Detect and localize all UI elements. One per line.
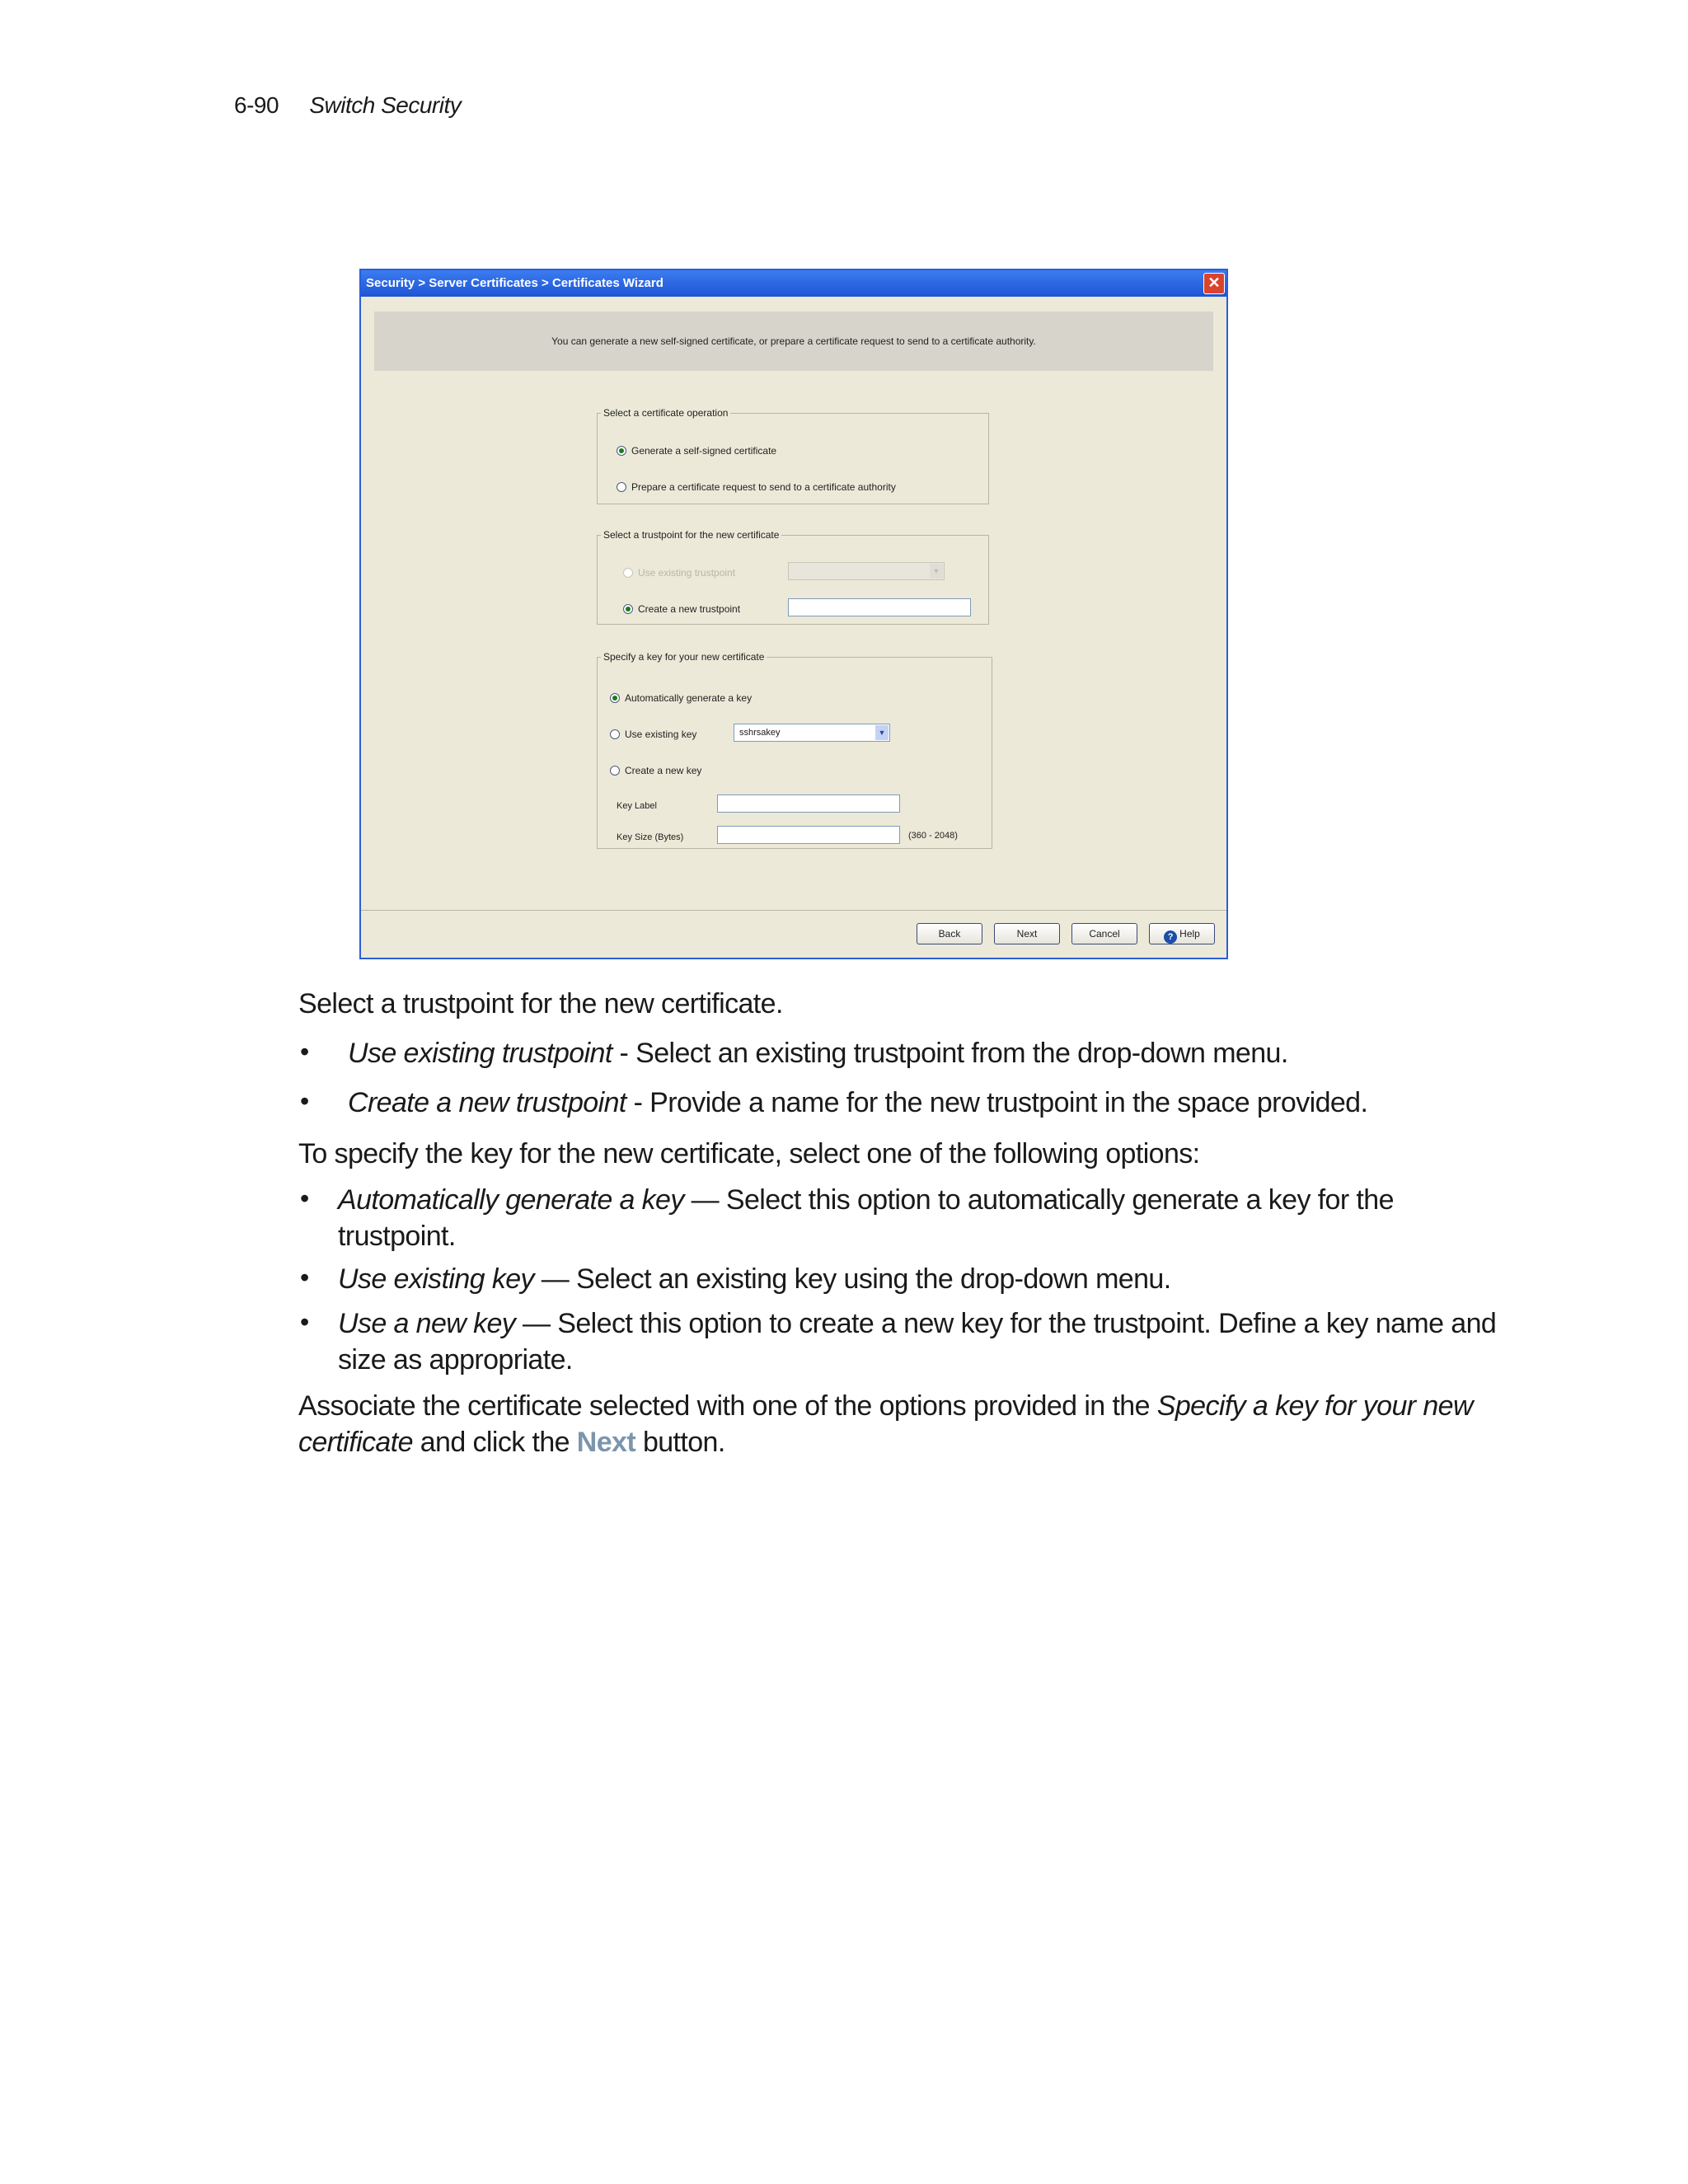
radio-label: Create a new key — [625, 765, 702, 776]
description: - Select an existing trustpoint from the drop-down menu. — [612, 1038, 1288, 1069]
key-bullet-auto — [338, 1182, 1394, 1218]
bullet-glyph: • — [300, 1307, 310, 1337]
certificates-wizard-dialog — [359, 269, 1228, 959]
next-button[interactable]: Next — [994, 923, 1060, 944]
radio-use-existing-trustpoint — [623, 567, 735, 579]
radio-selected-icon — [610, 693, 620, 703]
closing-emphasis: Specify a key for your new — [1156, 1390, 1473, 1422]
cancel-button[interactable]: Cancel — [1071, 923, 1137, 944]
closing-mid: and click the — [412, 1427, 577, 1458]
radio-icon — [617, 482, 626, 492]
info-banner: You can generate a new self-signed certificate, or prepare a certificate request to send to a certificate authority. — [374, 312, 1213, 371]
radio-label: Prepare a certificate request to send to a certificate authority — [631, 481, 896, 493]
term: Create a new trustpoint — [348, 1087, 626, 1118]
dialog-titlebar — [361, 270, 1226, 297]
key-bullet-new-cont: size as appropriate. — [338, 1344, 573, 1376]
section-title: Switch Security — [309, 92, 462, 118]
new-trustpoint-input[interactable] — [788, 598, 971, 616]
closing-line-2 — [298, 1424, 725, 1460]
chevron-down-icon: ▼ — [930, 564, 943, 579]
radio-use-existing-key[interactable] — [610, 729, 696, 740]
radio-disabled-icon — [623, 568, 633, 578]
footer-divider — [361, 910, 1226, 911]
bullet-glyph: • — [300, 1037, 310, 1066]
next-reference: Next — [576, 1427, 636, 1458]
help-label: Help — [1179, 928, 1200, 940]
help-icon: ? — [1164, 930, 1177, 944]
page-header — [234, 92, 461, 119]
radio-auto-generate-key[interactable] — [610, 692, 752, 704]
key-intro: To specify the key for the new certificate, select one of the following options: — [298, 1138, 1200, 1169]
existing-key-value: sshrsakey — [739, 728, 781, 738]
key-bullet-existing — [338, 1261, 1171, 1297]
radio-label: Use existing trustpoint — [638, 567, 736, 579]
closing-post: button. — [635, 1427, 725, 1458]
description: — Select this option to create a new key for the trustpoint. Define a key name and — [515, 1308, 1497, 1339]
chevron-down-icon: ▼ — [875, 725, 889, 740]
help-button[interactable] — [1149, 923, 1215, 944]
radio-create-new-key[interactable] — [610, 765, 701, 776]
closing-emphasis: certificate — [298, 1427, 413, 1458]
term: Use a new key — [338, 1308, 516, 1339]
tp-bullet-create — [348, 1085, 1367, 1121]
trustpoint-intro: Select a trustpoint for the new certificate. — [298, 988, 783, 1019]
operation-legend: Select a certificate operation — [603, 407, 729, 419]
key-size-range: (360 - 2048) — [908, 831, 958, 841]
radio-selected-icon — [617, 446, 626, 456]
radio-label: Generate a self-signed certificate — [631, 445, 777, 457]
key-label-input[interactable] — [717, 794, 900, 813]
key-size-label: Key Size (Bytes) — [617, 832, 684, 842]
radio-label: Use existing key — [625, 729, 697, 740]
bullet-glyph: • — [300, 1263, 310, 1292]
term: Use existing trustpoint — [348, 1038, 612, 1069]
key-legend: Specify a key for your new certificate — [603, 651, 765, 663]
radio-icon — [610, 729, 620, 739]
term: Automatically generate a key — [338, 1184, 684, 1216]
closing-line-1 — [298, 1388, 1473, 1424]
back-button[interactable]: Back — [917, 923, 982, 944]
radio-create-trustpoint[interactable] — [623, 603, 740, 615]
radio-prepare-request[interactable] — [617, 481, 896, 493]
radio-icon — [610, 766, 620, 776]
key-label-label: Key Label — [617, 801, 657, 811]
closing-pre: Associate the certificate selected with one of the options provided in the — [298, 1390, 1157, 1422]
existing-key-select[interactable] — [734, 724, 890, 742]
dialog-title: Security > Server Certificates > Certificates Wizard — [366, 276, 663, 290]
radio-label: Create a new trustpoint — [638, 603, 741, 615]
key-group — [597, 651, 992, 849]
bullet-glyph: • — [300, 1086, 310, 1116]
trustpoint-legend: Select a trustpoint for the new certificate — [603, 529, 780, 541]
bullet-glyph: • — [300, 1183, 310, 1213]
radio-label: Automatically generate a key — [625, 692, 753, 704]
key-bullet-auto-cont: trustpoint. — [338, 1221, 456, 1252]
radio-selected-icon — [623, 604, 633, 614]
tp-bullet-existing — [348, 1035, 1288, 1071]
term: Use existing key — [338, 1263, 534, 1295]
key-size-input[interactable] — [717, 826, 900, 844]
description: — Select an existing key using the drop-down menu. — [533, 1263, 1171, 1295]
close-icon[interactable]: ✕ — [1203, 273, 1225, 294]
page-number: 6-90 — [234, 92, 279, 118]
key-bullet-new — [338, 1305, 1496, 1342]
description: - Provide a name for the new trustpoint in the space provided. — [626, 1087, 1368, 1118]
radio-generate-self-signed[interactable] — [617, 445, 776, 457]
existing-trustpoint-select — [788, 562, 945, 580]
description: — Select this option to automatically generate a key for the — [683, 1184, 1394, 1216]
